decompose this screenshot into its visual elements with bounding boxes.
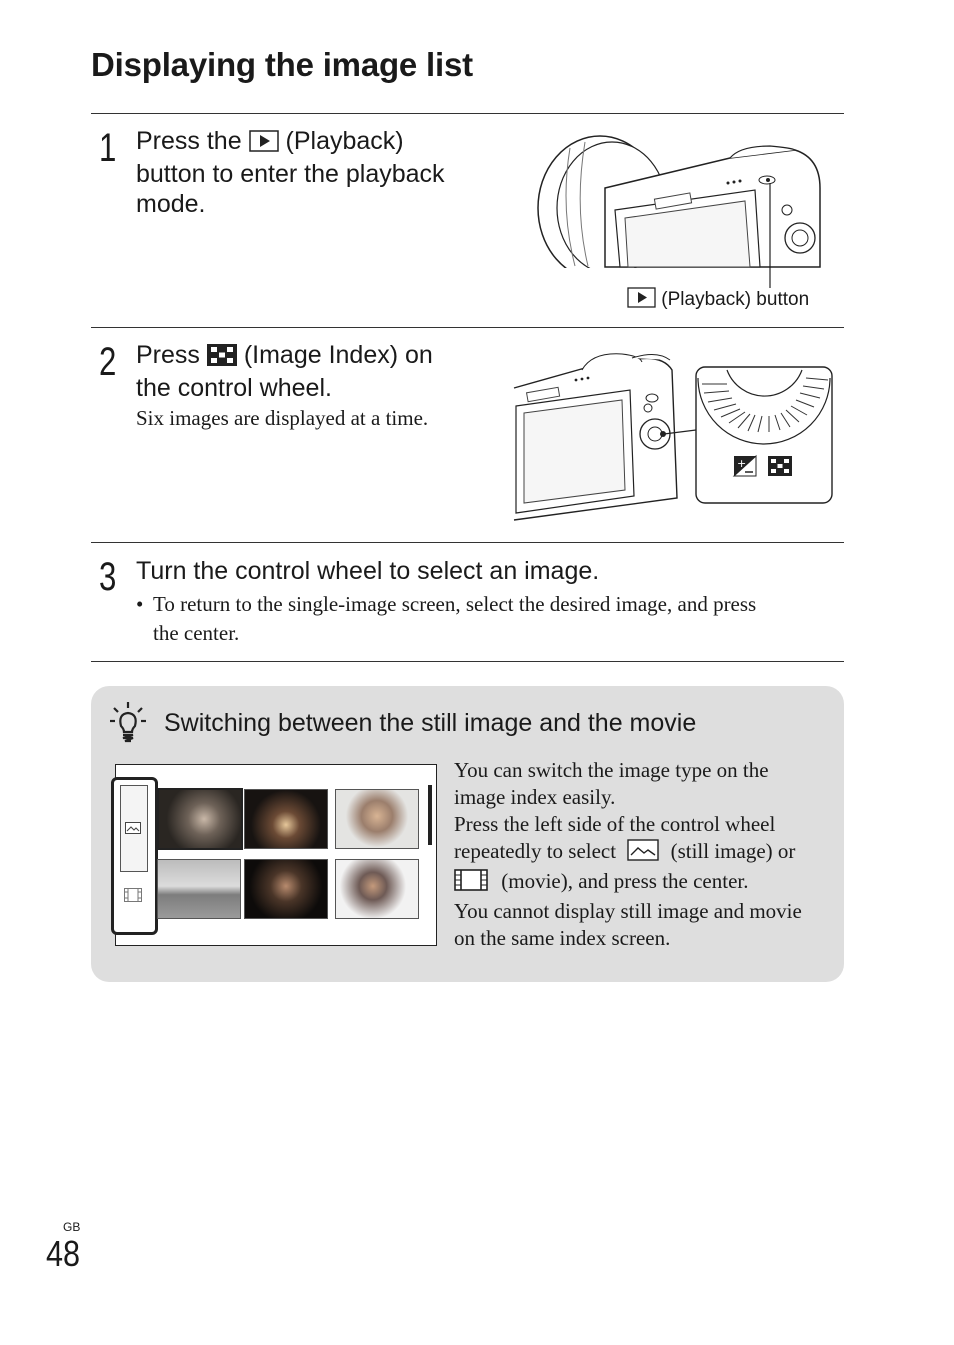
playback-icon bbox=[627, 287, 656, 315]
step-2-text-after: (Image Index) on bbox=[243, 341, 433, 369]
tip-line-1: You can switch the image type on the bbox=[454, 758, 769, 782]
page-title: Displaying the image list bbox=[91, 46, 473, 83]
divider bbox=[91, 113, 844, 114]
step-3-bullet: • bbox=[136, 592, 144, 616]
playback-icon bbox=[249, 129, 279, 159]
thumbnail-image[interactable] bbox=[157, 788, 243, 850]
svg-text:+: + bbox=[737, 457, 747, 470]
tip-heading: Switching between the still image and the movie bbox=[164, 709, 697, 737]
playback-button-label: (Playback) button bbox=[661, 289, 810, 310]
tip-body bbox=[454, 757, 834, 952]
image-index-icon bbox=[207, 343, 237, 373]
tip-line-4-before: repeatedly to select bbox=[454, 839, 617, 863]
still-image-icon bbox=[627, 839, 659, 868]
tip-line-2: image index easily. bbox=[454, 785, 616, 809]
step-2-instruction bbox=[136, 340, 496, 403]
divider bbox=[91, 327, 844, 328]
step-1-text-before: Press the bbox=[136, 127, 242, 155]
thumbnail-image[interactable] bbox=[335, 789, 419, 849]
divider bbox=[91, 542, 844, 543]
movie-icon-small bbox=[124, 888, 142, 902]
still-image-icon bbox=[125, 822, 141, 834]
step-number-3: 3 bbox=[99, 555, 117, 599]
tip-line-6: You cannot display still image and movie bbox=[454, 899, 802, 923]
step-1-line3: mode. bbox=[136, 190, 206, 218]
step-number-2: 2 bbox=[99, 340, 117, 384]
camera-rear-illustration bbox=[530, 128, 830, 268]
tip-line-5: (movie), and press the center. bbox=[501, 869, 749, 893]
step-3-instruction: Turn the control wheel to select an image. bbox=[136, 557, 600, 585]
thumbnail-image[interactable] bbox=[335, 859, 419, 919]
step-3-bullet-line2: the center. bbox=[153, 621, 240, 645]
step-number-1: 1 bbox=[99, 126, 117, 170]
step-1-instruction bbox=[136, 126, 506, 219]
step-3-bullet-line1: To return to the single-image screen, select the desired image, and press bbox=[153, 592, 757, 616]
thumbnail-image[interactable] bbox=[157, 859, 241, 919]
thumbnail-image[interactable] bbox=[244, 789, 328, 849]
page-number: 48 bbox=[46, 1233, 81, 1274]
hint-lightbulb-icon bbox=[108, 700, 148, 744]
callout-line bbox=[769, 266, 773, 288]
index-scrollbar[interactable] bbox=[428, 785, 432, 845]
region-code: GB bbox=[63, 1220, 81, 1234]
thumbnail-image[interactable] bbox=[244, 859, 328, 919]
playback-button-callout bbox=[627, 287, 809, 315]
movie-icon bbox=[454, 869, 488, 898]
step-2-line2: the control wheel. bbox=[136, 374, 332, 402]
tip-line-3: Press the left side of the control wheel bbox=[454, 812, 776, 836]
tip-line-7: on the same index screen. bbox=[454, 926, 671, 950]
step-2-note: Six images are displayed at a time. bbox=[136, 406, 429, 430]
step-1-text-after: (Playback) bbox=[285, 127, 404, 155]
tip-line-4-after: (still image) or bbox=[670, 839, 796, 863]
step-1-line2: button to enter the playback bbox=[136, 160, 445, 188]
step-2-text-before: Press bbox=[136, 341, 200, 369]
divider bbox=[91, 661, 844, 662]
camera-control-wheel-illustration bbox=[512, 348, 842, 523]
